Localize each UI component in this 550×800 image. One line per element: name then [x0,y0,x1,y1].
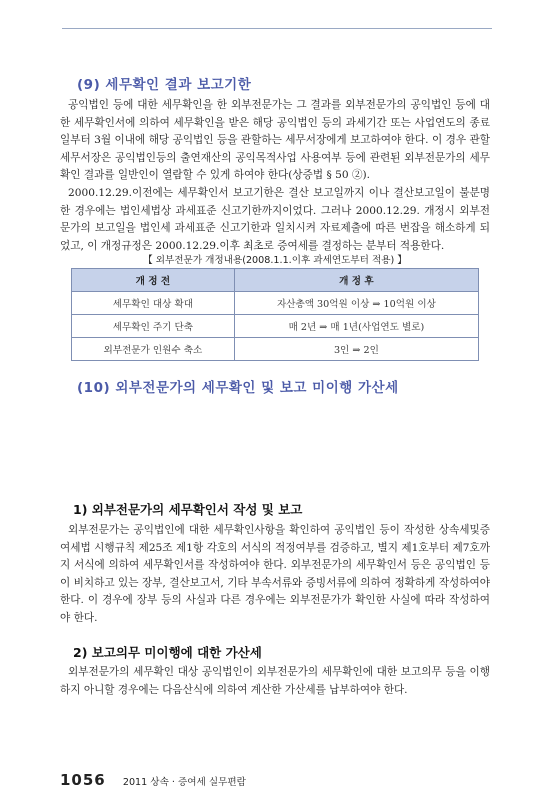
table-row [72,338,479,361]
revision-table [71,268,479,361]
section-10-heading: (10) 외부전문가의 세무확인 및 보고 미이행 가산세 [77,380,399,396]
table-row [72,315,479,338]
table-header-row [72,269,479,292]
table-header-after: 개 정 후 [234,269,478,292]
subsection-1-body [60,522,490,628]
book-title: 2011 상속 · 증여세 실무편람 [122,777,246,788]
subsection-2-heading: 2) 보고의무 미이행에 대한 가산세 [73,645,262,660]
page-number: 1056 [60,771,106,789]
section-9-body [60,97,490,255]
table-cell: 매 2년 ⇒ 매 1년(사업연도 별로) [234,315,478,338]
section-9-paragraph-2: 2000.12.29.이전에는 세무확인서 보고기한은 결산 보고일까지 이나 결산보고일이 불분명한 경우에는 법인세법상 과세표준 신고기한까지이었다. 그러나 2000.12.29. 개정시 외부전문가의 보고일을 법인세 과세표준 신고기한과 일치시켜 자료제출에 따른 번잡을 해소하게 되었고, 이 개정규정은 2000.12.29.이후 최초로 증여세를 결정하는 분부터 적용한다. [60,186,490,252]
subsection-2-body [60,664,490,699]
page-footer [60,770,246,789]
section-9-paragraph-1: 공익법인 등에 대한 세무확인을 한 외부전문가는 그 결과를 외부전문가의 공익법인 등에 대한 세무확인서에 의하여 세무확인을 받은 해당 공익법인 등의 과세기간 또는 사업연도의 종료일부터 3월 이내에 해당 공익법인 등을 관할하는 세무서장에게 보고하여야 한다. 이 경우 관할세무서장은 공익법인등의 출연재산의 공익목적사업 사용여부 등에 관련된 외부전문가의 세무확인 결과를 일반인이 열람할 수 있게 하여야 한다(상증법 § 50 ②). [60,99,490,182]
table-header-before: 개 정 전 [72,269,235,292]
table-row [72,292,479,315]
table-cell: 외부전문가 인원수 축소 [72,338,235,361]
table-cell: 자산총액 30억원 이상 ⇒ 10억원 이상 [234,292,478,315]
subsection-1-paragraph: 외부전문가는 공익법인에 대한 세무확인사항을 확인하여 공익법인 등이 작성한 상속세및증여세법 시행규칙 제25조 제1항 각호의 서식의 적정여부를 검증하고, 별지 제1호부터 제7호까지 서식에 의하여 세무확인서를 작성하여야 한다. 외부전문가의 세무확인서 등은 공익법인 등이 비치하고 있는 장부, 결산보고서, 기타 부속서류와 증빙서류에 의하여 정확하게 작성하여야 한다. 이 경우에 장부 등의 사실과 다른 경우에는 외부전문가가 확인한 사실에 따라 작성하여야 한다. [60,524,490,624]
top-rule [62,28,492,29]
table-cell: 3인 ⇒ 2인 [234,338,478,361]
subsection-1-heading: 1) 외부전문가의 세무확인서 작성 및 보고 [73,502,303,517]
subsection-2-paragraph: 외부전문가의 세무확인 대상 공익법인이 외부전문가의 세무확인에 대한 보고의무 등을 이행하지 아니할 경우에는 다음산식에 의하여 계산한 가산세를 납부하여야 한다. [60,666,490,696]
table-caption: 【 외부전문가 개정내용(2008.1.1.이후 과세연도부터 적용) 】 [143,255,407,266]
section-9-heading: (9) 세무확인 결과 보고기한 [77,77,252,93]
table-cell: 세무확인 대상 확대 [72,292,235,315]
table-cell: 세무확인 주기 단축 [72,315,235,338]
